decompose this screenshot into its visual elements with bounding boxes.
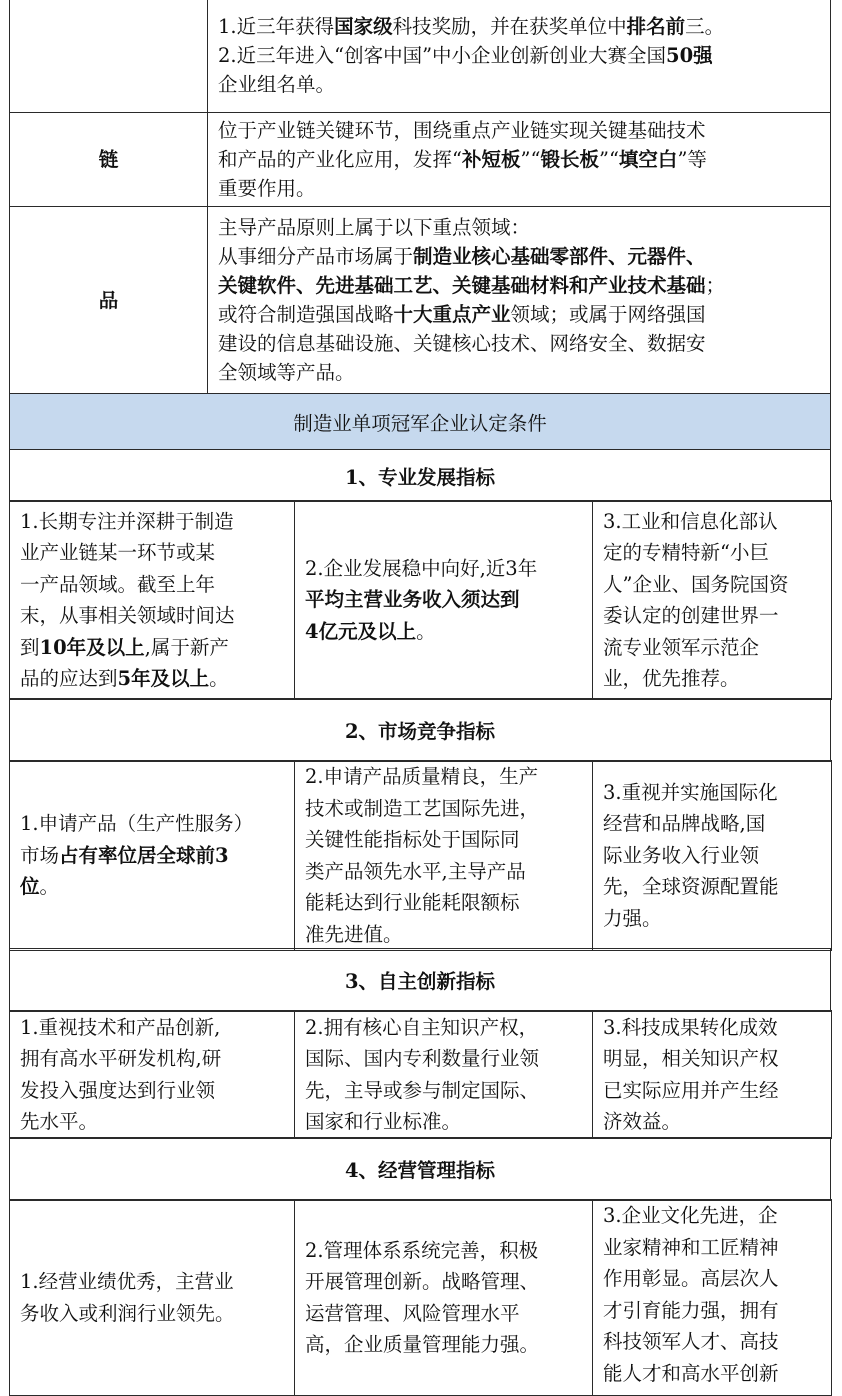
text-line: 准先进值。 <box>305 922 403 946</box>
criteria-cell <box>593 1200 832 1396</box>
bold-text: 5年及以上 <box>117 667 210 690</box>
bold-text: 制造业核心基础零部件、元器件、 <box>413 245 706 268</box>
section-header-table <box>9 449 831 502</box>
text-line: 国际、国内专利数量行业领 <box>305 1047 540 1070</box>
text-line: 际业务收入行业领 <box>603 843 760 867</box>
text-line: 高，企业质量管理能力强。 <box>305 1333 540 1356</box>
banner-table <box>9 393 831 450</box>
bold-text: 占有率位居全球前3 <box>59 843 229 867</box>
section-header-table <box>9 698 831 762</box>
text-line: 品的应达到5年及以上。 <box>20 667 229 690</box>
text-line: 一产品领域。截至上年 <box>20 572 216 596</box>
text-line: 2.企业发展稳中向好,近3年 <box>305 556 538 580</box>
criteria-cell <box>593 1011 832 1139</box>
text-line: 2.管理体系系统完善，积极 <box>305 1238 539 1262</box>
bold-text: 位 <box>20 875 40 899</box>
text-line: 流专业领军示范企 <box>603 635 760 659</box>
text-line <box>305 584 586 616</box>
text-line: 2.近三年进入“创客中国”中小企业创新创业大赛全国50强 <box>218 44 713 67</box>
criteria-cell <box>295 1200 593 1396</box>
text-line: 位于产业链关键环节，围绕重点产业链实现关键基础技术 <box>218 119 706 142</box>
banner-title: 制造业单项冠军企业认定条件 <box>10 394 831 450</box>
row-content <box>208 0 831 113</box>
text-line: 末，从事相关领域时间达 <box>20 604 235 627</box>
text-line: 1.申请产品（生产性服务） <box>20 812 254 836</box>
table-row <box>10 394 831 450</box>
bold-text: 补短板 <box>461 148 521 171</box>
bold-text: 排名前 <box>626 15 686 38</box>
text-line: 建设的信息基础设施、关键核心技术、网络安全、数据安 <box>218 332 706 355</box>
bold-text: 关键软件、先进基础工艺、关键基础材料和产业技术基础 <box>218 274 706 297</box>
section-header-table <box>9 1137 831 1201</box>
text-line: 业家精神和工匠精神 <box>603 1235 779 1259</box>
section-grid <box>9 1199 832 1396</box>
table-row <box>10 761 832 951</box>
bold-text: 填空白 <box>618 148 678 171</box>
table-row <box>10 1200 832 1396</box>
table-row <box>10 113 831 207</box>
text-line: 3.企业文化先进，企 <box>603 1204 778 1227</box>
section-grid <box>9 760 832 951</box>
text-line: 作用彰显。高层次人 <box>603 1267 779 1290</box>
text-line: 运营管理、风险管理水平 <box>305 1301 520 1325</box>
table-row <box>10 949 831 1012</box>
criteria-top-table <box>9 0 831 394</box>
text-line: 3.重视并实施国际化 <box>603 780 778 804</box>
text-line: 能人才和高水平创新 <box>603 1361 779 1385</box>
criteria-cell <box>10 501 295 700</box>
section-grid <box>9 1010 832 1139</box>
text-line: 已实际应用并产生经 <box>603 1078 779 1102</box>
text-line: 1.经营业绩优秀，主营业 <box>20 1270 234 1293</box>
text-line: 经营和品牌战略,国 <box>603 812 766 836</box>
row-content <box>208 113 831 207</box>
text-line: 1.长期专注并深耕于制造 <box>20 509 234 533</box>
section-title: 2、市场竞争指标 <box>10 699 831 762</box>
text-line: 2.申请产品质量精良，生产 <box>305 765 539 788</box>
criteria-cell <box>10 1011 295 1139</box>
text-line: 发投入强度达到行业领 <box>20 1078 216 1102</box>
text-line: 能耗达到行业能耗限额标 <box>305 891 520 914</box>
row-key: 链 <box>10 113 208 207</box>
row-content <box>208 207 831 394</box>
text-line: 务收入或利润行业领先。 <box>20 1301 235 1325</box>
text-line: 2.拥有核心自主知识产权， <box>305 1015 539 1039</box>
text-line: 拥有高水平研发机构,研 <box>20 1047 222 1070</box>
text-line: 全领域等产品。 <box>218 361 355 384</box>
text-line: 才引育能力强，拥有 <box>603 1298 779 1322</box>
text-line: 先，全球资源配置能 <box>603 875 779 899</box>
criteria-cell <box>10 1200 295 1396</box>
bold-text: 锻长板 <box>540 148 599 171</box>
row-key: 品 <box>10 207 208 394</box>
criteria-cell <box>295 501 593 700</box>
text-line: 国家和行业标准。 <box>305 1110 462 1133</box>
criteria-cell <box>593 761 832 951</box>
text-line: 科技领军人才、高技 <box>603 1330 779 1353</box>
text-line: 委认定的创建世界一 <box>603 604 779 627</box>
text-line: 开展管理创新。战略管理、 <box>305 1270 540 1293</box>
text-line: 人”企业、国务院国资 <box>603 572 789 596</box>
criteria-cell <box>295 1011 593 1139</box>
text-line: 企业组名单。 <box>218 73 336 96</box>
bold-text: 10年及以上 <box>39 635 145 659</box>
text-line: 1.重视技术和产品创新, <box>20 1015 221 1039</box>
section-title: 4、经营管理指标 <box>10 1138 831 1201</box>
table-row <box>10 1011 832 1139</box>
text-line: 明显，相关知识产权 <box>603 1047 779 1070</box>
table-row <box>10 501 832 700</box>
section-header-table <box>9 948 831 1012</box>
table-row <box>10 1138 831 1201</box>
text-line: 关键软件、先进基础工艺、关键基础材料和产业技术基础； <box>218 274 726 297</box>
text-line: 定的专精特新“小巨 <box>603 541 769 564</box>
criteria-cell <box>295 761 593 951</box>
text-line: 先，主导或参与制定国际、 <box>305 1078 540 1102</box>
text-line: 3.科技成果转化成效 <box>603 1015 778 1039</box>
text-line: 关键性能指标处于国际同 <box>305 828 520 851</box>
section-title: 3、自主创新指标 <box>10 949 831 1012</box>
text-line: 或符合制造强国战略十大重点产业领域；或属于网络强国 <box>218 303 706 326</box>
bold-text: 50强 <box>666 44 713 67</box>
section-title: 1、专业发展指标 <box>10 450 831 502</box>
text-line: 先水平。 <box>20 1110 99 1133</box>
bold-text: 国家级 <box>334 15 393 38</box>
table-row <box>10 207 831 394</box>
bold-text: 平均主营业务收入须达到 <box>305 588 520 612</box>
text-line: 类产品领先水平,主导产品 <box>305 859 526 883</box>
text-line: 济效益。 <box>603 1110 682 1133</box>
table-row <box>10 699 831 762</box>
text-line: 到10年及以上,属于新产 <box>20 635 229 659</box>
table-row <box>10 0 831 113</box>
text-line: 业，优先推荐。 <box>603 667 740 690</box>
criteria-cell <box>593 501 832 700</box>
text-line: 和产品的产业化应用，发挥“补短板”“锻长板”“填空白”等 <box>218 148 707 171</box>
text-line: 3.工业和信息化部认 <box>603 509 778 533</box>
text-line: 力强。 <box>603 906 662 930</box>
text-line: 主导产品原则上属于以下重点领域： <box>218 216 531 239</box>
text-line: 技术或制造工艺国际先进， <box>305 796 540 820</box>
text-line: 4亿元及以上。 <box>305 619 436 643</box>
text-line: 从事细分产品市场属于制造业核心基础零部件、元器件、 <box>218 245 706 268</box>
text-line: 市场占有率位居全球前3 <box>20 843 229 867</box>
row-key <box>10 0 208 113</box>
bold-text: 十大重点产业 <box>393 303 511 326</box>
table-row <box>10 450 831 502</box>
bold-text: 4亿元及以上 <box>305 619 417 643</box>
section-grid <box>9 500 832 700</box>
text-line: 位。 <box>20 875 60 899</box>
criteria-cell <box>10 761 295 951</box>
text-line: 重要作用。 <box>218 177 316 200</box>
text-line: 业产业链某一环节或某 <box>20 541 216 564</box>
text-line: 1.近三年获得国家级科技奖励，并在获奖单位中排名前三。 <box>218 15 725 38</box>
